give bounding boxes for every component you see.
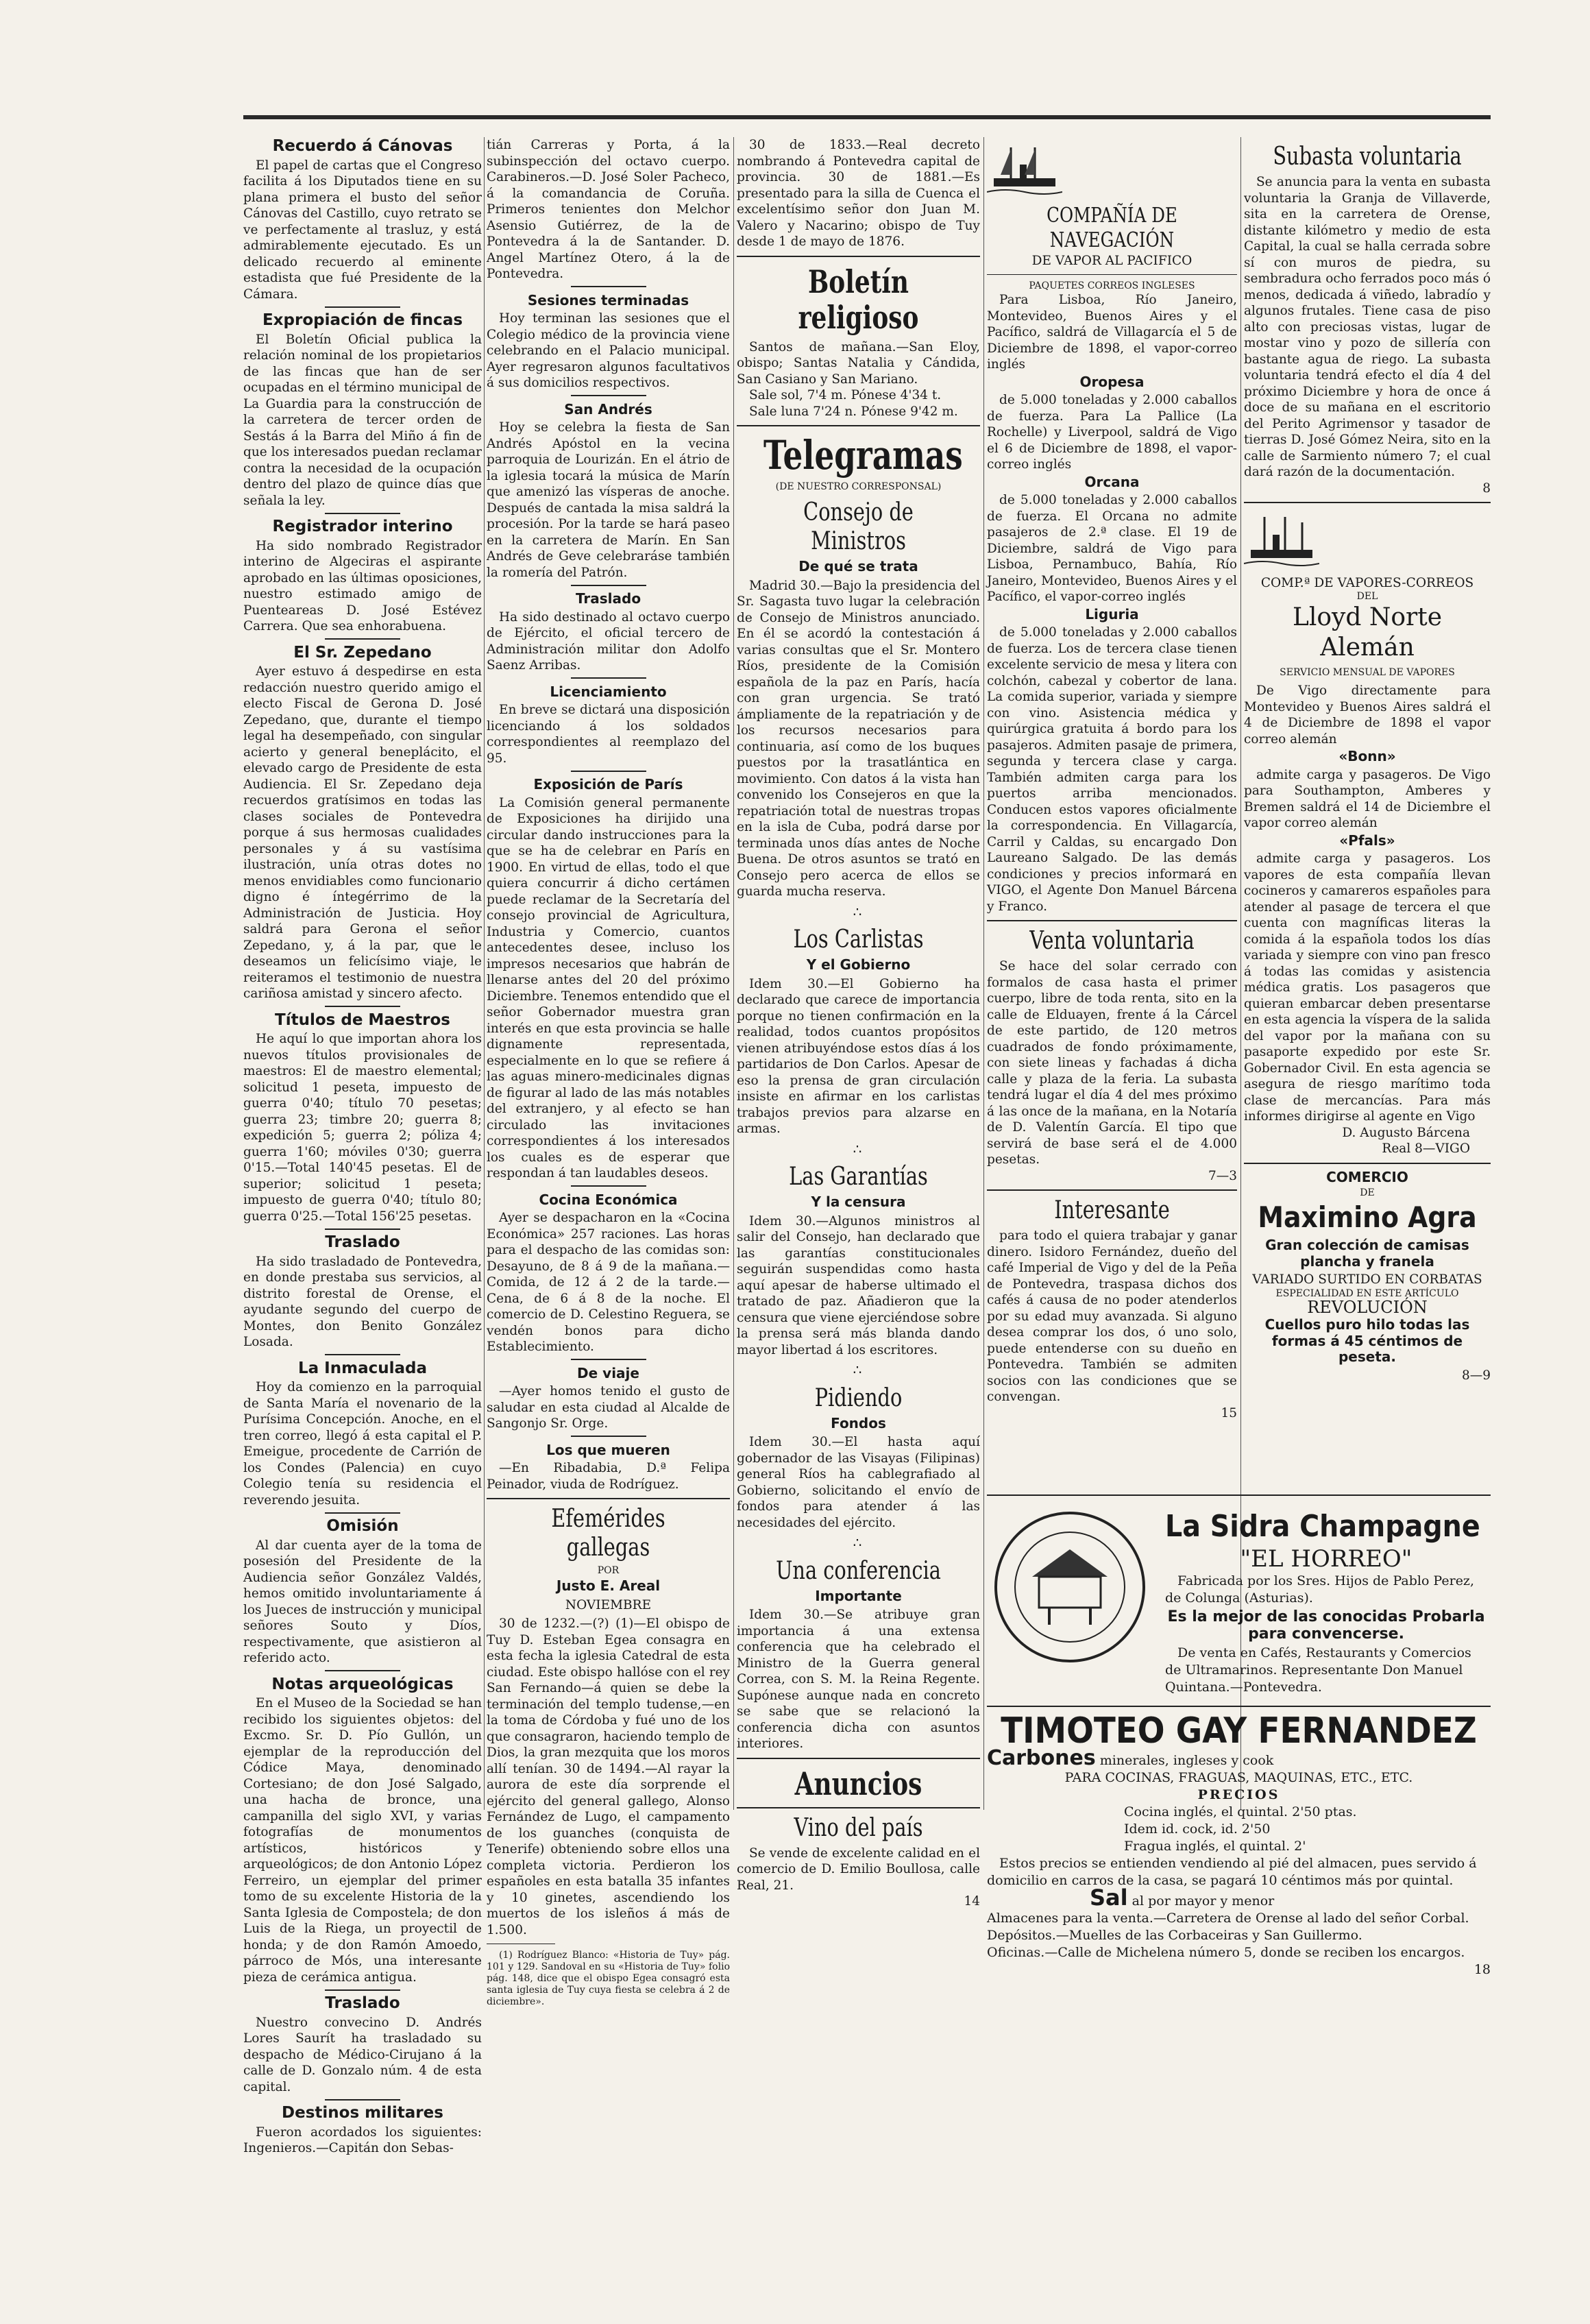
ad-head: COMERCIO [1326, 1168, 1408, 1185]
article-text: —Ayer homos tenido el gusto de saludar en esta ciudad al Alcalde de Sangonjo Sr. Orge. [487, 1384, 730, 1431]
column-5 [1244, 137, 1491, 1383]
column-4 [987, 137, 1237, 1421]
ad-label: PAQUETES CORREOS INGLESES [1029, 280, 1195, 291]
price-line: Idem id. cock, id. 2'50 [1124, 1821, 1271, 1837]
section-title: Efemérides gallegas [551, 1505, 665, 1562]
ad-text: para todo el quiera trabajar y ganar dinero. Isidoro Fernández, dueño del café Imperial de Vigo y del de la Peña de Pontevedra, traspasa dichos dos cafés á causa de no poder atenderlos por su edad muy avanzada. Si alguno desea comprar los dos, ó uno solo, puede entenderse con su dueño en Pontevedra. También se admiten socios con las condiciones que se convengan. [987, 1228, 1237, 1404]
section-title: Anuncios [794, 1765, 922, 1802]
ad-text: de 5.000 toneladas y 2.000 caballos de fuerza. Los de tercera clase tienen excelente servicio de mesa y litera con colchón, cabezal y cobertor de lana. La comida superior, variada y siempre con vino. Asistencia médica y quirúrgica gratuita á bordo para los pasajeros. Admiten pasaje de primera, segunda y tercera clase y carga. También admiten carga para los puertos arriba mencionados. Conducen estos vapores oficialmente la correspondencia. En Villagarcía, Carril y Caldas, su encargado Don Laureano Salgado. De las demás condiciones y precios informará en VIGO, el Agente Don Manuel Bárcena y Franco. [987, 625, 1237, 914]
carbones-desc: minerales, ingleses y cook [1099, 1753, 1274, 1768]
separator [325, 1353, 400, 1357]
ad-text: Se anuncia para la venta en subasta voluntaria la Granja de Villaverde, sita en la carretera de Orense, distante kilómetro y medio de esta Capital, la cual se halla cerrada sobre sí con muros de piedra, su sembradura ocho ferrados poco más ó menos, dedicada á viñedo, labradío y algunos frutales. Tiene casa de piso alto con preciosas vistas, lugar de mostar vino y pozo de sillería con bastante agua de riego. La subasta voluntaria tendrá efecto el día 4 del próximo Diciembre y hora de once á doce de su mañana en el escritorio del Perito Agrimensor y tasador de tierras D. José Gómez Neira, sito en la calle de Sarmiento número 7; el cual dará razón de la documentación. [1244, 175, 1491, 479]
headline: San Andrés [564, 400, 652, 417]
separator-dots: ∴ [853, 1534, 864, 1551]
ad-text: De Vigo directamente para Montevideo y Buenos Aires saldrá el 4 de Diciembre de 1898 el vapor correo alemán [1244, 683, 1491, 747]
ad-title: Lloyd Norte Alemán [1292, 603, 1443, 662]
ad-text: admite carga y pasageros. Los vapores de esta compañía llevan cocineros y camareros españoles para atender al pasage de tercera el que cuenta con magníficas literas la comida á la española todos los días variada y siempre con vino pan fresco á todas las comidas y asistencia médica gratis. Los pasageros que quieran embarcar deben presentarse en esta agencia la víspera de la salida del vapor por la mañana con su pasaporte expedido por este Sr. Gobernador Civil. En esta agencia se asegura de riesgo marítimo toda clase de mercancías. Para más informes dirigirse al agente en Vigo [1244, 851, 1491, 1124]
article-text: El Boletín Oficial publica la relación nominal de los propietarios de las fincas que han de ser ocupadas en el término municipal de La Guardia para la construcción de la carretera de tercer orden de Sestás á la Barra del Miño á fin de que los interesados puedan reclamar contra la necesidad de la ocupación dentro del plazo de quince días que señala la ley. [243, 332, 482, 508]
ad-number: 14 [964, 1894, 980, 1909]
separator [325, 1988, 400, 1992]
column-3 [737, 137, 980, 1910]
ad-text: Para Lisboa, Río Janeiro, Montevideo, Buenos Aires y el Pacífico, saldrá de Villagarcía el 5 de Diciembre de 1898, el vapor-correo inglés [987, 293, 1237, 372]
price-line: Fragua inglés, el quintal. 2' [1124, 1839, 1306, 1854]
headline: Omisión [326, 1517, 399, 1535]
ad-number: 8—9 [1461, 1368, 1491, 1383]
sal-line [1090, 1885, 1491, 1911]
ad-text: Almacenes para la venta.—Carretera de Orense al lado del señor Corbal. [987, 1911, 1469, 1926]
news-subtitle: Fondos [831, 1414, 886, 1431]
news-subtitle: Y el Gobierno [806, 956, 911, 973]
ad-title: Maximino Agra [1258, 1200, 1477, 1234]
ad-number: 7—3 [1208, 1168, 1237, 1183]
article-text: tián Carreras y Porta, á la subinspección del octavo cuerpo. Carabineros.—D. José Soler Pacheco, á la comandancia de Coruña. Primeros tenientes don Melchor Asensio Gutiérrez, de la de Pontevedra á la de Santander. D. Angel Martínez Otero, á la de Pontevedra. [487, 138, 730, 281]
headline: Notas arqueológicas [271, 1675, 454, 1693]
timoteo-ad [987, 1700, 1491, 1978]
headline: Traslado [325, 1233, 400, 1251]
ad-text: de 5.000 toneladas y 2.000 caballos de fuerza. Para La Pallice (La Rochelle) y Liverpool, saldrá de Vigo el 6 de Diciembre de 1898, el vapor-correo inglés [987, 393, 1237, 472]
ad-text: Depósitos.—Muelles de las Corbaceiras y San Guillermo. [987, 1928, 1362, 1943]
headline: Destinos militares [282, 2104, 443, 2122]
ship-name: Oropesa [1079, 373, 1145, 390]
headline: Recuerdo á Cánovas [272, 137, 453, 155]
section-title: Boletín religioso [798, 263, 919, 336]
article-text: —En Ribadabia, D.ª Felipa Peinador, viuda de Rodríguez. [487, 1461, 730, 1492]
separator [571, 394, 646, 398]
sun-times: Sale sol, 7'4 m. Pónese 4'34 t. [749, 388, 942, 402]
separator [325, 1669, 400, 1673]
separator [325, 2098, 400, 2101]
separator-dots: ∴ [853, 1140, 864, 1157]
article-text: El papel de cartas que el Congreso facilita á los Diputados tiene en su plana primera el busto del señor Cánovas del Castillo, cuyo retrato se ve perfectamente al trasluz, y está admirablemente ejecutado. Es un delicado recuerdo al eminente estadista que fué Presidente de la Cámara. [243, 158, 482, 302]
ad-line: Cuellos puro hilo todas las formas á 45 céntimos de peseta. [1264, 1316, 1470, 1365]
news-title: Las Garantías [789, 1163, 928, 1191]
separator [325, 1227, 400, 1231]
horreo-seal-logo [991, 1508, 1149, 1666]
ad-title: Vino del país [794, 1813, 923, 1842]
sidra-ad-block [987, 1494, 1491, 2324]
article-text: Hoy se celebra la fiesta de San Andrés Apóstol en la vecina parroquia de Lourizán. En el átrio de la iglesia tocará la música de Marín que amenizó las vísperas de anoche. Después de cantada la misa saldrá la procesión. Por la tarde se hará paseo en la carretera de Marín. En San Andrés de Geve celebraráse también la romería del Patrón. [487, 420, 730, 580]
ad-line: Gran colección de camisas plancha y franela [1265, 1237, 1469, 1270]
headline: Traslado [325, 1994, 400, 2012]
separator-dots: ∴ [853, 903, 864, 920]
headline: El Sr. Zepedano [293, 643, 432, 662]
divider [1244, 502, 1491, 503]
ad-label: SERVICIO MENSUAL DE VAPORES [1280, 667, 1455, 678]
ship-name: Orcana [1084, 473, 1140, 490]
price-line: Cocina inglés, el quintal. 2'50 ptas. [1124, 1804, 1357, 1819]
article-text: Nuestro convecino D. Andrés Lores Saurít ha trasladado su despacho de Médico-Cirujano á la calle de D. Gonzalo núm. 4 de esta capital. [243, 2015, 482, 2094]
ad-brand: "EL HORREO" [1240, 1545, 1412, 1573]
ship-name: Liguria [1085, 605, 1139, 622]
ad-title: COMPAÑÍA DE NAVEGACIÓN [1047, 203, 1177, 252]
column-rule [484, 137, 485, 1810]
ship-name: «Pfals» [1339, 832, 1395, 849]
ad-title: Subasta voluntaria [1273, 143, 1462, 171]
article-text: La Comisión general permanente de Exposiciones ha dirijido una circular dando instrucciones para la que se ha de celebrar en París en 1900. En virtud de ellas, todo el que quiera concurrir á dicho certámen puede reclamar de la Secretaría del consejo provincial de Agricultura, Industria y Comercio, cuantos antecedentes desee, incluso los impresos necesarios que habrán de llenarse antes del 20 del próximo Diciembre. Tenemos entendido que el señor Gobernador muestra gran interés en que esta provincia se halle dignamente representada, especialmente en lo que se refiere á las aguas minero-medicinales dignas de figurar al lado de las más notables del extranjero, y al efecto se han circulado las invitaciones correspondientes á los interesados los cuales es de esperar que respondan á tan laudables deseos. [487, 795, 730, 1181]
ad-del: DEL [1356, 591, 1378, 602]
ad-head: COMP.ª DE VAPORES-CORREOS [1260, 575, 1474, 590]
byline-por: POR [597, 1565, 620, 1576]
ad-text: Se hace del solar cerrado con formalos de casa hasta el primer cuerpo, libre de toda renta, sito en la calle de Elduayen, frente á la Cárcel de este partido, de 120 metros cuadrados de fondo próximamente, con siete lineas y fachadas á dicha calle y plaza de la feria. La subasta tendrá lugar el día 4 del mes próximo á las once de la mañana, en la Notaría de D. Valentín García. El tipo que servirá de base será el de 4.000 pesetas. [987, 959, 1237, 1167]
headline: Licenciamiento [550, 683, 667, 700]
sal-label: Sal [1090, 1885, 1128, 1911]
moon-times: Sale luna 7'24 n. Pónese 9'42 m. [749, 404, 958, 419]
ad-text: admite carga y pasageros. De Vigo para Southampton, Amberes y Bremen saldrá el 14 de Diciembre el vapor correo alemán [1244, 767, 1491, 830]
news-title: Consejo de Ministros [803, 498, 914, 555]
headline: Expropiación de fincas [262, 311, 463, 329]
article-text: Hoy da comienzo en la parroquial de Santa María el novenario de la Purísima Concepción. Anoche, en el tren correo, llegó á esta capital el P. Emeigue, procedente de Carrión de los Condes (Palencia) en cuyo Colegio tenía su residencia el reverendo jesuita. [243, 1380, 482, 1508]
ad-text: de 5.000 toneladas y 2.000 caballos de fuerza. El Orcana no admite pasajeros de 2.ª clase. El 19 de Diciembre, saldrá de Vigo para Lisboa, Pernambuco, Bahía, Río Janeiro, Montevideo, Buenos Aires y el Pacífico, el vapor-correo inglés [987, 493, 1237, 604]
separator [571, 1435, 646, 1438]
separator [325, 638, 400, 641]
separator [325, 511, 400, 515]
separator [571, 1185, 646, 1188]
byline-author: Justo E. Areal [556, 1577, 661, 1594]
separator-dots: ∴ [853, 1361, 864, 1378]
ad-title: Venta voluntaria [1029, 927, 1195, 955]
steamship-icon [1244, 509, 1319, 570]
news-subtitle: De qué se trata [798, 558, 918, 574]
news-subtitle: Y la censura [811, 1194, 906, 1210]
ad-text: Estos precios se entienden vendiendo al pié del almacen, pues servido á domicilio en carros de la casa, se pagará 10 céntimos más por quintal. [987, 1856, 1477, 1888]
headline: Exposición de París [533, 776, 683, 792]
divider [737, 425, 980, 426]
headline: Los que mueren [546, 1441, 670, 1458]
article-text: En el Museo de la Sociedad se han recibido los siguientes objetos: del Excmo. Sr. D. Pío Gullón, un ejemplar de la reproducción del Códice Maya, denominado Cortesiano; de don José Salgado, una hacha de bronce, una campanilla del siglo XVI, y varias fotografías de monumentos artísticos, históricos y arqueológicos; de don Antonio López Ferreiro, un ejemplar del primer tomo de su excelente Historia de la Santa Iglesia de Compostela; de don Luis de la Riega, un proyectil de honda; y de don Ramón Amoedo, párroco de Mós, una interesante pieza de cerámica antigua. [243, 1696, 482, 1985]
headline: Registrador interino [272, 518, 453, 535]
article-text: 30 de 1833.—Real decreto nombrando á Pontevedra capital de provincia. 30 de 1881.—Es presentado para la silla de Cuenca el excelentísimo señor don Juan M. Valero y Nacarino; obispo de Tuy desde 1 de mayo de 1876. [737, 138, 980, 249]
steamship-icon [987, 137, 1062, 199]
divider [737, 1758, 980, 1759]
article-text: Hoy terminan las sesiones que el Colegio médico de la provincia viene celebrando en el Palacio municipal. Ayer regresaron algunos facultativos á sus domicilios respectivos. [487, 311, 730, 390]
ad-title: La Sidra Champagne [1165, 1509, 1480, 1544]
article-text: Santos de mañana.—San Eloy, obispo; Santas Natalia y Cándida, San Casiano y San Mariano. [737, 339, 980, 387]
ad-text: De venta en Cafés, Restaurants y Comercios de Ultramarinos. Representante Don Manuel Quintana.—Pontevedra. [1165, 1645, 1471, 1695]
article-text: Idem 30.—El hasta aquí gobernador de las Visayas (Filipinas) general Ríos ha cablegrafiado al Gobierno, solicitando el envío de fondos para atender á las necesidades del ejército. [737, 1435, 980, 1530]
article-text: Fueron acordados los siguientes: Ingenieros.—Capitán don Sebas- [243, 2125, 482, 2155]
news-title: Una conferencia [776, 1556, 941, 1585]
divider [737, 256, 980, 257]
article-text: Ha sido trasladado de Pontevedra, en donde prestaba sus servicios, al distrito forestal de Orense, el ayudante segundo del cuerpo de Montes, don Benito González Losada. [243, 1254, 482, 1349]
separator [571, 285, 646, 289]
ad-number: 18 [1473, 1962, 1491, 1977]
divider [987, 1706, 1491, 1707]
agent-address: Real 8—VIGO [1382, 1141, 1470, 1156]
separator [571, 769, 646, 773]
divider [987, 920, 1237, 921]
divider [987, 1189, 1237, 1191]
month-label: NOVIEMBRE [565, 1597, 652, 1612]
divider [487, 1498, 730, 1499]
divider [1244, 1163, 1491, 1164]
news-title: Pidiendo [814, 1383, 903, 1412]
ad-line: REVOLUCIÓN [1307, 1297, 1428, 1317]
ad-slogan: Es la mejor de las conocidas Probarla para convencerse. [1167, 1608, 1485, 1643]
news-title: Los Carlistas [793, 925, 924, 954]
carbones-label: Carbones [987, 1746, 1096, 1770]
ad-number: 8 [1482, 481, 1491, 496]
article-text: He aquí lo que importan ahora los nuevos títulos provisionales de maestros: El de maestro elemental; solicitud 1 peseta, impuesto de guerra 0'40; título 70 pesetas; guerra 23; timbre 20; guerra 8; expedición 5; guerra 2; póliza 4; guerra 1'60; móviles 0'30; guerra 0'15.—Total 140'45 pesetas. El de superior; solicitud 1 peseta; impuesto de guerra 0'40; título 80; guerra 0'25.—Total 156'25 pesetas. [243, 1032, 482, 1224]
divider [987, 1494, 1491, 1496]
divider [737, 1807, 980, 1808]
section-title: Telegramas [763, 432, 963, 479]
subtitle: (DE NUESTRO CORRESPONSAL) [775, 481, 942, 492]
prices-heading: PRECIOS [1197, 1787, 1280, 1802]
article-text: Ha sido destinado al octavo cuerpo de Ejército, el oficial tercero de Administración militar don Adolfo Saenz Arribas. [487, 609, 730, 673]
article-text: 30 de 1232.—(?) (1)—El obispo de Tuy D. Esteban Egea consagra en esta fecha la iglesia Catedral de esta ciudad. Este obispo hallóse con el rey San Fernando—á quien se debe la terminación del templo tudense,—en la toma de Córdoba y fué uno de los que consagraron, haciendo templo de Dios, la gran mezquita que los moros allí tenían. 30 de 1494.—Al rayar la aurora de este día sorprende el ejército del general gallego, Alonso Fernández de Lugo, el campamento de los guanches (conquista de Tenerife) obteniendo sobre ellos una completa victoria. Perdieron los españoles en esta batalla 35 infantes y 10 ginetes, ascendiendo los muertos de los isleños á más de 1.500. [487, 1617, 730, 1937]
agent-name: D. Augusto Bárcena [1342, 1125, 1470, 1140]
sal-desc: al por mayor y menor [1132, 1893, 1275, 1909]
divider [987, 274, 1237, 275]
ad-title: TIMOTEO GAY FERNANDEZ [1001, 1710, 1477, 1752]
separator [325, 1005, 400, 1008]
article-text: Idem 30.—Algunos ministros al salir del Consejo, han declarado que las garantías constitucionales seguirán suspendidas como hasta aquí apesar de haberse ultimado el tratado de paz. Añadieron que la censura que viene ejerciéndose sobre la prensa será más blanda dando mayor libertad á los escritores. [737, 1213, 980, 1357]
carbones-line [987, 1746, 1491, 1770]
ad-line: ESPECIALIDAD EN ESTE ARTÍCULO [1275, 1287, 1459, 1299]
footnote: (1) Rodríguez Blanco: «Historia de Tuy» pág. 101 y 129. Sandoval en su «Historia de Tuy» folio pág. 148, dice que el obispo Egea consagró esta santa iglesia de Tuy cuya fiesta se celebra á 2 de diciembre». [487, 1950, 730, 2007]
article-text: Al dar cuenta ayer de la toma de posesión del Presidente de la Audiencia señor González Valdés, hemos omitido involuntariamente á los Jueces de instrucción y municipal señores Souto y Díos, respectivamente, que asistieron al referido acto. [243, 1538, 482, 1665]
article-text: Ha sido nombrado Registrador interino de Algeciras el aspirante aprobado en las últimas oposiciones, nuestro estimado amigo de Puenteareas D. José Estévez Carrera. Que sea enhorabuena. [243, 538, 482, 633]
article-text: Madrid 30.—Bajo la presidencia del Sr. Sagasta tuvo lugar la celebración de Consejo de Ministros anunciado. En él se acordó la contestación á varias consultas que el Sr. Montero Ríos, presidente de la Comisión española de la paz en París, hacía con gran urgencia. Se trató ámpliamente de la repatriación y de los recursos necesarios para continuaria, así como de los buques puestos por la trasatlántica en movimiento. Con datos á la vista han convenido los Consejeros en que la repatriación total de nuestras tropas en la isla de Cuba, podrá darse por terminada unos días antes de Noche Buena. De otros asuntos se trató en Consejo pero acerca de ellos se guarda mucha reserva. [737, 578, 980, 899]
headline: Traslado [575, 590, 641, 607]
headline: Cocina Económica [539, 1191, 678, 1208]
ad-text: Se vende de excelente calidad en el comercio de D. Emilio Boullosa, calle Real, 21. [737, 1845, 980, 1893]
newspaper-page [243, 117, 1491, 2207]
ad-line: VARIADO SURTIDO EN CORBATAS [1252, 1272, 1482, 1287]
column-1 [243, 137, 482, 2157]
column-rule [983, 137, 984, 1810]
article-text: En breve se dictará una disposición licenciando á los soldados correspondientes al reemplazo del 95. [487, 703, 730, 766]
headline: La Inmaculada [298, 1359, 427, 1377]
headline: Sesiones terminadas [527, 291, 689, 308]
article-text: Ayer se despacharon en la «Cocina Económica» 257 raciones. Las horas para el despacho de las comidas son: Desayuno, de 8 á 9 de la mañana.—Comida, de 12 á 2 de la tarde.—Cena, de 6 á 8 de la noche. El comercio de D. Celestino Reguera, se vendén bonos para dicho Establecimiento. [487, 1211, 730, 1354]
ad-subtitle: DE VAPOR AL PACIFICO [1031, 253, 1192, 268]
ad-de: DE [1360, 1187, 1375, 1198]
headline: De viaje [577, 1364, 639, 1381]
article-text: Ayer estuvo á despedirse en esta redacción nuestro querido amigo el electo Fiscal de Gerona D. José Zepedano, que, durante el tiempo legal ha desempeñado, con singular acierto y general beneplácito, el elevado cargo de Presidente de esta Audiencia. El Sr. Zepedano deja recuerdos gratísimos en todas las clases sociales de Pontevedra porque á sus hermosas cualidades personales y á su vastísima ilustración, unía otras dotes no menos envidiables como funcionario digno é íntegérrimo de la Administración de Justicia. Hoy saldrá para Gerona el señor Zepedano, y, á la par, que le deseamos un felicísimo viaje, le reiteramos el testimonio de nuestra cariñosa amistad y sincero afecto. [243, 664, 482, 1001]
column-2 [487, 137, 730, 2008]
carbones-uses: PARA COCINAS, FRAGUAS, MAQUINAS, ETC., ETC. [1064, 1770, 1413, 1785]
column-rule [733, 137, 734, 1810]
ad-title: Interesante [1054, 1196, 1170, 1224]
separator [571, 677, 646, 680]
separator [571, 1358, 646, 1361]
ship-name: «Bonn» [1338, 748, 1396, 764]
ad-number: 15 [1221, 1405, 1237, 1420]
separator [571, 583, 646, 587]
separator [325, 305, 400, 308]
ad-text: Fabricada por los Sres. Hijos de Pablo Perez, de Colunga (Asturias). [1165, 1573, 1474, 1606]
article-text: Idem 30.—El Gobierno ha declarado que carece de importancia porque no tienen confirmación en la realidad, todos cuantos propósitos vienen atribuyéndose estos días á los partidarios de Don Carlos. Apesar de eso la prensa de gran circulación insiste en afirmar en los carlistas trabajos previos para alzarse en armas. [737, 976, 980, 1136]
headline: Títulos de Maestros [275, 1010, 450, 1029]
ad-text: Oficinas.—Calle de Michelena número 5, donde se reciben los encargos. [987, 1945, 1465, 1960]
separator [325, 1511, 400, 1514]
article-text: Idem 30.—Se atribuye gran importancia á una extensa conferencia que ha celebrado el Ministro de la Guerra general Correa, con S. M. la Reina Regente. Supónese aunque nada en concreto se sabe que se relacionó la conferencia dicha con asuntos interiores. [737, 1608, 980, 1751]
sidra-text [1165, 1508, 1487, 1696]
news-subtitle: Importante [815, 1587, 902, 1604]
